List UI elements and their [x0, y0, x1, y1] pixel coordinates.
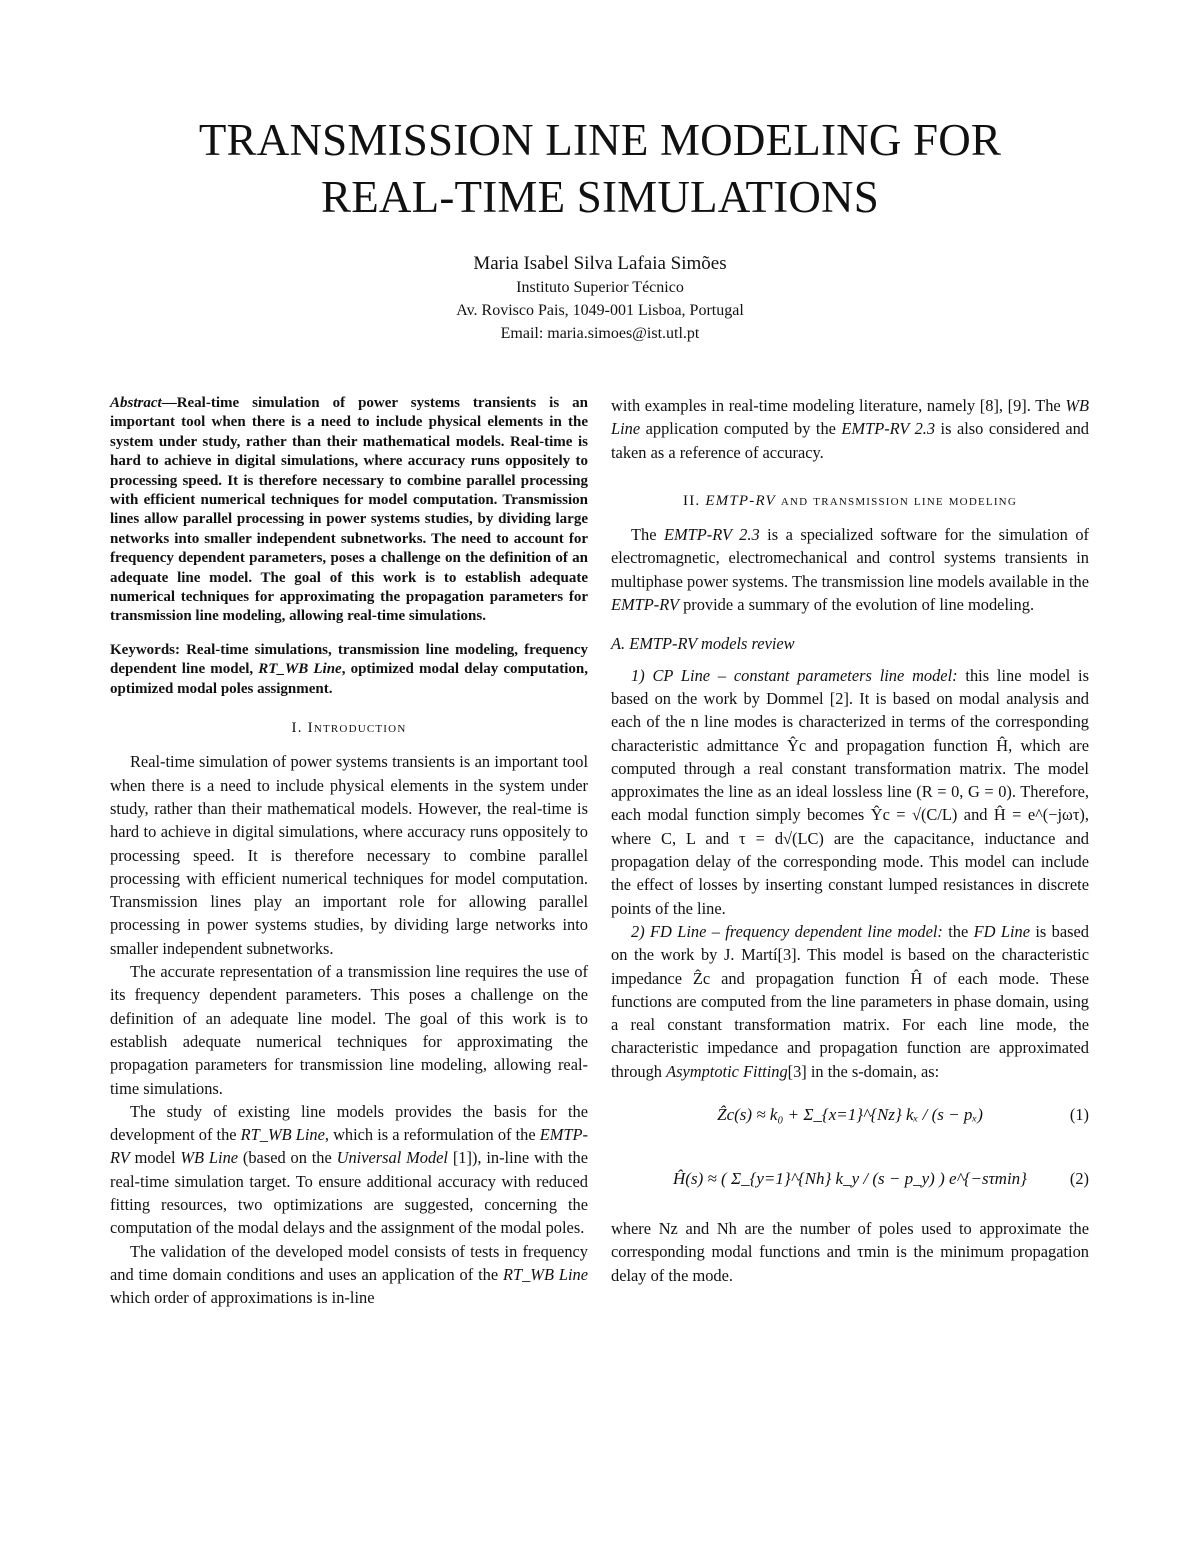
- paper-title: [0, 112, 1200, 226]
- cont-text-e: is also considered and taken as a reference of accuracy.: [611, 419, 1089, 462]
- keywords-text-2: , optimized modal delay computation, optimized modal poles assignment.: [110, 661, 588, 697]
- s2-text-a: The: [631, 525, 664, 545]
- p3-text-a: The study of existing line models provides the basis for the development of the: [110, 1101, 588, 1145]
- fd-line-heading: 2) FD Line – frequency dependent line model:: [631, 921, 943, 941]
- author-name: Maria Isabel Silva Lafaia Simões: [473, 253, 727, 274]
- equation-2-number: (2): [1069, 1169, 1089, 1189]
- subsection-a-heading: A. EMTP-RV models review: [611, 634, 795, 654]
- p4-text-c: which order of approximations is in-line: [110, 1288, 375, 1308]
- cp-line-text: this line model is based on the work by Dommel [2]. It is based on modal analysis and each of the n line modes is characterized in terms of the corresponding characteristic admittance Ŷc and propagation function Ĥ, which are computed through a real constant transformation matrix. The model approximates the line as an ideal lossless line (R = 0, G = 0). Therefore, each modal function simply becomes Ŷc = √(C/L) and Ĥ = e^(−jωτ), where C, L and τ = d√(LC) are the capacitance, inductance and propagation delay of the corresponding mode. This model can include the effect of losses by inserting constant lumped resistances in discrete points of the line.: [611, 665, 1089, 918]
- keywords: [110, 641, 588, 699]
- s2-italic-d: EMTP-RV: [611, 595, 679, 615]
- keywords-italic: RT_WB Line: [258, 661, 342, 678]
- cont-text-a: with examples in real-time modeling literature, namely [8], [9]. The: [611, 396, 1066, 415]
- p3-italic-b: RT_WB Line: [240, 1125, 325, 1145]
- section2-paragraph: [611, 523, 1089, 616]
- cont-text-c: application computed by the: [640, 419, 842, 439]
- p3-italic-f: WB Line: [180, 1148, 239, 1168]
- intro-paragraph-1: Real-time simulation of power systems transients is an important tool when there is a need to include physical elements in the system under study, rather than their mathematical models. However, the real-time is hard to achieve in digital simulations, where accuracy runs oppositely to processing speed. It is therefore necessary to combine parallel processing with efficient numerical techniques for model computation. Transmission lines play an important role for allowing parallel processing in power systems studies, by dividing large networks into smaller independent subnetworks.: [110, 752, 588, 958]
- section-heading-introduction: [110, 717, 588, 740]
- intro-paragraph-2: The accurate representation of a transmission line requires the use of its frequency dependent parameters. This poses a challenge on the definition of an adequate line model. The goal of this work is to establish adequate numerical techniques for approximating the propagation parameters for transmission line modeling, allowing real-time simulations.: [110, 962, 588, 1098]
- section2-title: and transmission line modeling: [775, 492, 1017, 509]
- fd-text-c: is based on the work by J. Martí[3]. This model is based on the characteristic impedance Ẑc and propagation function Ĥ of each mode. These functions are computed from the line parameters in phase domain, using a real constant transformation matrix. For each line mode, the characteristic impedance and propagation function are approximated through: [611, 921, 1089, 1081]
- p3-text-c: , which is a reformulation of the: [324, 1125, 540, 1145]
- after-equation-paragraph: where Nz and Nh are the number of poles used to approximate the corresponding modal functions and τmin is the minimum propagation delay of the mode.: [611, 1219, 1089, 1285]
- abstract: [110, 394, 588, 627]
- cont-italic-b: WB Line: [611, 396, 1089, 439]
- fd-text-e: [3] in the s-domain, as:: [787, 1061, 940, 1081]
- right-column: [611, 394, 1089, 1287]
- left-column: [110, 394, 588, 1310]
- s2-italic-b: EMTP-RV 2.3: [663, 525, 760, 545]
- intro-paragraph-4: [110, 1240, 588, 1310]
- intro-paragraph-3: [110, 1100, 588, 1240]
- p3-italic-h: Universal Model: [336, 1148, 448, 1168]
- s2-text-e: provide a summary of the evolution of line modeling.: [678, 595, 1035, 615]
- cp-line-paragraph: [611, 664, 1089, 920]
- equation-2-formula: Ĥ(s) ≈ ( Σ_{y=1}^{Nh} k_y / (s − p_y) ) e^{−sτmin}: [673, 1169, 1027, 1189]
- p3-text-i: [1]), in-line with the real-time simulation target. To ensure additional accuracy with reduced fitting resources, two optimizations are suggested, concerning the computation of the modal delays and the assignment of the modal poles.: [110, 1148, 588, 1238]
- author-institution: Instituto Superior Técnico: [516, 279, 684, 296]
- fd-italic-d: Asymptotic Fitting: [666, 1061, 788, 1081]
- p3-text-e: model: [129, 1148, 181, 1168]
- fd-italic-b: FD Line: [973, 921, 1030, 941]
- s2-text-c: is a specialized software for the simulation of electromagnetic, electromechanical and control systems transients in multiphase power systems. The transmission line models available in the: [611, 525, 1089, 591]
- equation-1-formula: Ẑc(s) ≈ k₀ + Σ_{x=1}^{Nz} kₓ / (s − pₓ): [717, 1105, 983, 1125]
- equation-2: [611, 1153, 1089, 1211]
- p4-italic-b: RT_WB Line: [502, 1264, 588, 1284]
- intro-continuation: [611, 394, 1089, 464]
- section-number: I.: [291, 720, 303, 737]
- abstract-label: Abstract: [110, 395, 162, 411]
- cont-italic-d: EMTP-RV 2.3: [841, 419, 936, 439]
- author-block: [0, 252, 1200, 345]
- author-email[interactable]: Email: maria.simoes@ist.utl.pt: [500, 325, 700, 342]
- keywords-text-1: Keywords: Real-time simulations, transmission line modeling, frequency dependent line model,: [110, 641, 588, 678]
- p4-text-a: The validation of the developed model consists of tests in frequency and time domain conditions and uses an application of the: [110, 1241, 588, 1284]
- section2-number: II.: [683, 492, 701, 509]
- author-address: Av. Rovisco Pais, 1049-001 Lisboa, Portugal: [456, 302, 744, 319]
- p3-italic-d: EMTP-RV: [110, 1125, 588, 1168]
- fd-line-paragraph: [611, 920, 1089, 1083]
- p3-text-g: (based on the: [238, 1148, 337, 1168]
- title-line-1: TRANSMISSION LINE MODELING FOR: [198, 115, 1002, 165]
- fd-text-a: the: [942, 921, 974, 941]
- abstract-text: —Real-time simulation of power systems transients is an important tool when there is a need to include physical elements in the system under study, rather than their mathematical models. Real-time is hard to achieve in digital simulations, where accuracy runs oppositely to processing speed. It is therefore necessary to combine parallel processing with efficient numerical techniques for model computation. Transmission lines allow parallel processing in power systems studies, by dividing large networks into smaller independent subnetworks. The need to account for frequency dependent parameters, poses a challenge on the definition of an adequate line model. The goal of this work is to establish adequate numerical techniques for approximating the propagation parameters for transmission line modeling, allowing real-time simulations.: [110, 395, 588, 625]
- section-title: Introduction: [307, 720, 407, 737]
- equation-1: [611, 1089, 1089, 1147]
- equation-1-number: (1): [1069, 1105, 1089, 1125]
- title-line-2: REAL-TIME SIMULATIONS: [321, 172, 879, 222]
- section2-italic: EMTP-RV: [705, 492, 776, 509]
- section-heading-emtp: [611, 490, 1089, 513]
- cp-line-heading: 1) CP Line – constant parameters line model:: [631, 665, 958, 685]
